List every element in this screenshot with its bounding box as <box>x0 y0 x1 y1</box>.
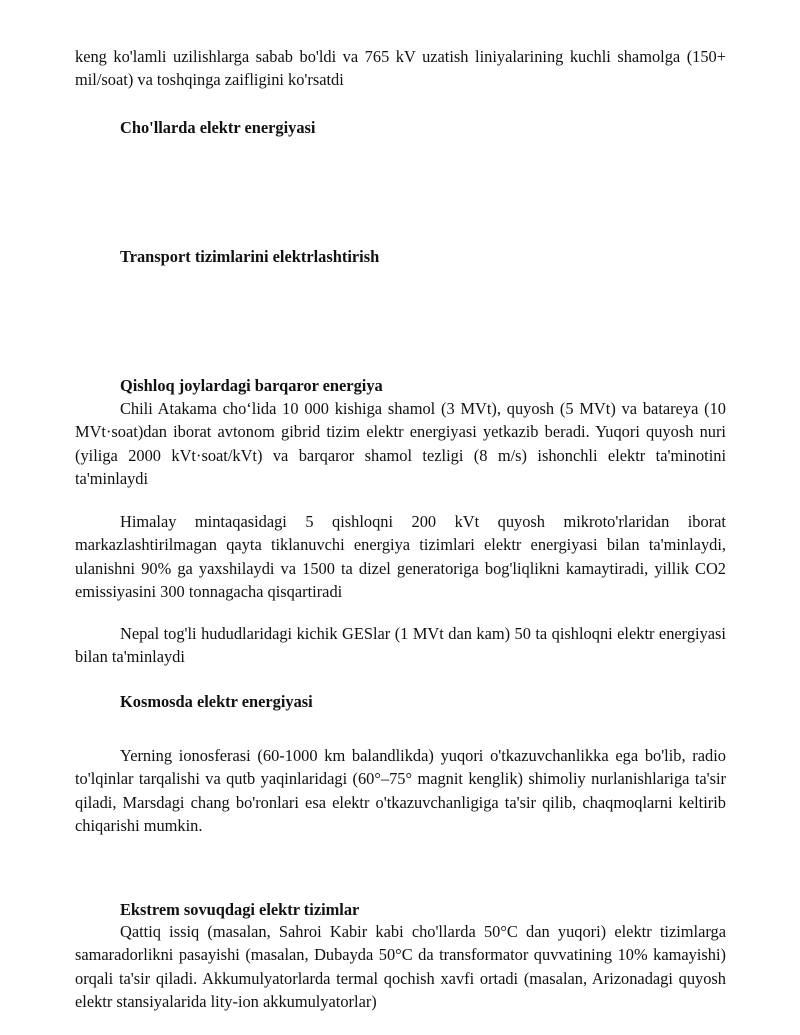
paragraph-himalaya: Himalay mintaqasidagi 5 qishloqni 200 kVt quyosh mikroto'rlaridan iborat markazlashtirilmagan qayta tiklanuvchi energiya tizimlari elektr energiyasi bilan ta'minlaydi, ulanishni 90% ga yaxshilaydi va 1500 ta dizel generatoriga bog'liqlikni kamaytiradi, yillik CO2 emissiyasini 300 tonnagacha qisqartiradi <box>75 512 726 602</box>
paragraph-nepal: Nepal tog'li hududlaridagi kichik GESlar (1 MVt dan kam) 50 ta qishloqni elektr energiyasi bilan ta'minlaydi <box>75 624 726 667</box>
paragraph-ionosphere: Yerning ionosferasi (60-1000 km balandlikda) yuqori o'tkazuvchanlikka ega bo'lib, radio to'lqinlar tarqalishi va qutb yaqinlaridagi (60°–75° magnit kenglik) shimoliy nurlanishlariga ta'sir qiladi, Marsdagi chang bo'ronlari esa elektr o'tkazuvchanligiga ta'sir qilib, chaqmoqlarni keltirib chiqarishi mumkin. <box>75 746 726 836</box>
heading-space: Kosmosda elektr energiyasi <box>120 692 313 711</box>
heading-rural: Qishloq joylardagi barqaror energiya <box>120 376 383 395</box>
paragraph-heat: Qattiq issiq (masalan, Sahroi Kabir kabi cho'llarda 50°C dan yuqori) elektr tizimlarga samaradorlikni pasayishi (masalan, Dubayda 50°C da transformator quvvatining 10% kamayishi) orqali ta'sir qiladi. Akkumulyatorlarda termal qochish xavfi ortadi (masalan, Arizonadagi quyosh elektr stansiyalarida lity-ion akkumulyatorlar) <box>75 922 726 1012</box>
heading-cold: Ekstrem sovuqdagi elektr tizimlar <box>120 900 360 919</box>
heading-transport: Transport tizimlarini elektrlashtirish <box>120 247 380 266</box>
paragraph-chile: Chili Atakama cho‘lida 10 000 kishiga shamol (3 MVt), quyosh (5 MVt) va batareya (10 MVt·soat)dan iborat avtonom gibrid tizim elektr energiyasi yetkazib beradi. Yuqori quyosh nuri (yiliga 2000 kVt·soat/kVt) va barqaror shamol tezligi (8 m/s) ishonchli elektr ta'minotini ta'minlaydi <box>75 399 726 489</box>
paragraph-intro-tail: keng ko'lamli uzilishlarga sabab bo'ldi va 765 kV uzatish liniyalarining kuchli shamolga (150+ mil/soat) va toshqinga zaifligini ko'rsatdi <box>75 47 726 90</box>
heading-deserts: Cho'llarda elektr energiyasi <box>120 118 316 137</box>
